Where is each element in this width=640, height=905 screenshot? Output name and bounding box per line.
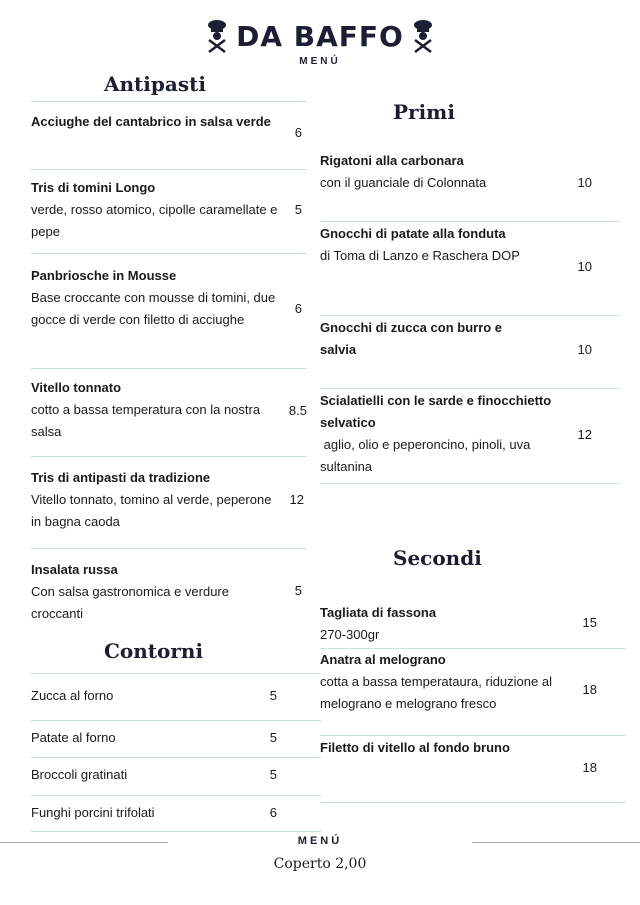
item-price: 15 bbox=[582, 615, 597, 630]
side-item: Funghi porcini trifolati bbox=[31, 805, 155, 820]
item-price: 6 bbox=[269, 805, 277, 820]
item-price: 18 bbox=[582, 682, 597, 697]
item-price: 6 bbox=[294, 301, 302, 316]
item-price: 5 bbox=[269, 730, 277, 745]
side-item: Patate al forno bbox=[31, 730, 116, 745]
item-price: 5 bbox=[294, 583, 302, 598]
divider bbox=[31, 831, 321, 832]
divider bbox=[31, 757, 321, 758]
menu-item: Scialatielli con le sarde e finocchietto selvatico aglio, olio e peperoncino, pinoli, uva sultanina bbox=[320, 393, 552, 474]
item-price: 5 bbox=[269, 767, 277, 782]
chef-logo-icon bbox=[412, 19, 434, 53]
menu-item: Tris di tomini Longo verde, rosso atomico, cipolle caramellate e pepe bbox=[31, 180, 278, 239]
footer-menu-label: MENÚ bbox=[297, 835, 343, 847]
item-price: 12 bbox=[289, 492, 304, 507]
item-price: 5 bbox=[269, 688, 277, 703]
brand-row bbox=[0, 18, 640, 54]
item-price: 6 bbox=[294, 125, 302, 140]
brand-name: DA BAFFO bbox=[236, 19, 404, 53]
divider bbox=[320, 221, 620, 222]
secondi-title: Secondi bbox=[393, 546, 482, 570]
divider bbox=[320, 315, 620, 316]
menu-item: Rigatoni alla carbonara con il guanciale di Colonnata bbox=[320, 153, 487, 190]
antipasti-title: Antipasti bbox=[104, 72, 206, 96]
contorni-title: Contorni bbox=[104, 639, 204, 663]
menu-header bbox=[0, 18, 640, 67]
divider bbox=[320, 802, 626, 803]
divider bbox=[31, 456, 307, 457]
item-price: 5 bbox=[294, 202, 302, 217]
divider bbox=[31, 169, 307, 170]
menu-item: Tris di antipasti da tradizione Vitello tonnato, tomino al verde, peperone in bagna caoda bbox=[31, 470, 272, 529]
item-price: 10 bbox=[577, 259, 592, 274]
cover-charge: Coperto 2,00 bbox=[273, 856, 367, 872]
item-price: 8.5 bbox=[288, 403, 307, 418]
divider bbox=[31, 101, 307, 102]
menu-item: Tagliata di fassona 270-300gr bbox=[320, 605, 437, 642]
divider bbox=[31, 253, 307, 254]
divider bbox=[320, 483, 620, 484]
divider bbox=[31, 548, 307, 549]
divider bbox=[320, 388, 620, 389]
side-item: Zucca al forno bbox=[31, 688, 114, 703]
divider bbox=[31, 673, 321, 674]
menu-item: Acciughe del cantabrico in salsa verde bbox=[31, 114, 271, 129]
primi-title: Primi bbox=[393, 100, 455, 124]
item-price: 18 bbox=[582, 760, 597, 775]
menu-item: Vitello tonnato cotto a bassa temperatura con la nostra salsa bbox=[31, 380, 261, 439]
divider bbox=[31, 795, 321, 796]
chef-logo-icon bbox=[206, 19, 228, 53]
divider bbox=[31, 720, 321, 721]
item-price: 10 bbox=[577, 342, 592, 357]
menu-item: Gnocchi di patate alla fonduta di Toma di Lanzo e Raschera DOP bbox=[320, 226, 520, 263]
item-price: 12 bbox=[577, 427, 592, 442]
side-item: Broccoli gratinati bbox=[31, 767, 128, 782]
divider bbox=[320, 735, 626, 736]
item-price: 10 bbox=[577, 175, 592, 190]
menu-item: Anatra al melograno cotta a bassa temperataura, riduzione al melograno e melograno fresco bbox=[320, 652, 552, 711]
menu-item: Panbriosche in Mousse Base croccante con mousse di tomini, due gocce di verde con filetto di acciughe bbox=[31, 268, 276, 327]
menu-item: Filetto di vitello al fondo bruno bbox=[320, 740, 510, 755]
menu-item: Insalata russa Con salsa gastronomica e verdure croccanti bbox=[31, 562, 229, 621]
menu-subtitle: MENÚ bbox=[299, 56, 341, 67]
divider bbox=[31, 368, 307, 369]
menu-item: Gnocchi di zucca con burro e salvia bbox=[320, 320, 503, 357]
